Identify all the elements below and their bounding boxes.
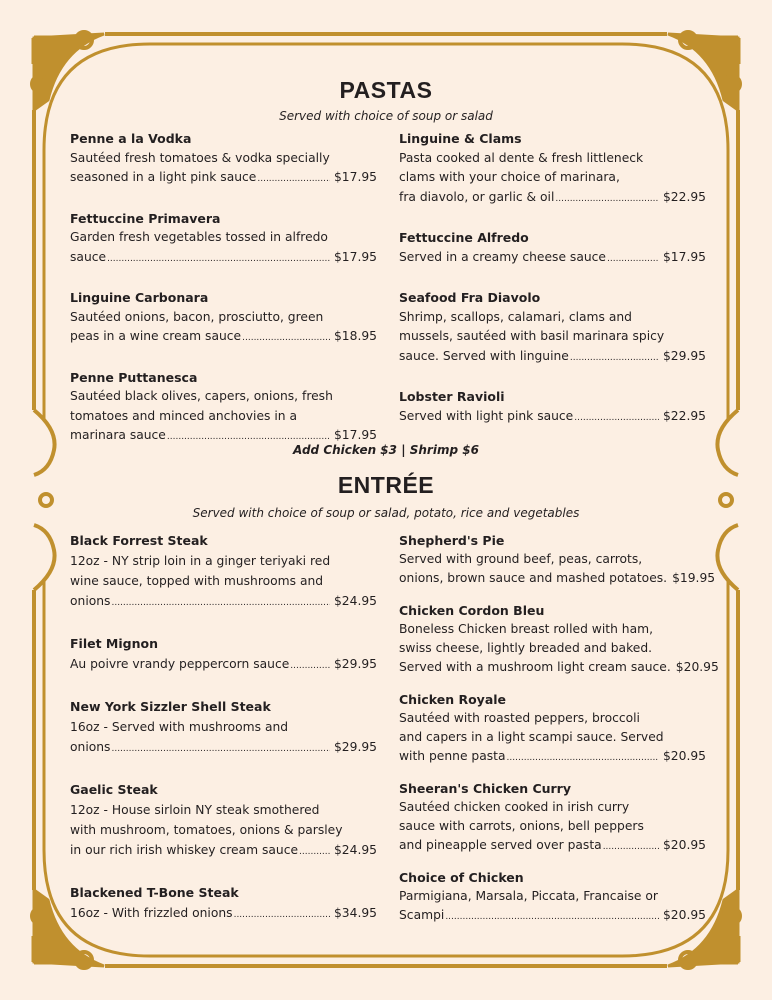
menu-item (399, 228, 706, 269)
dot-leader (507, 747, 659, 768)
item-price-line (399, 188, 706, 210)
dot-leader (299, 840, 330, 862)
menu-item (70, 780, 377, 862)
item-price: $17.95 (333, 249, 377, 264)
item-description-line: Sautéed with roasted peppers, broccoli (399, 711, 640, 725)
item-name: Chicken Cordon Bleu (399, 603, 545, 618)
dot-leader (290, 654, 330, 676)
item-name: Black Forrest Steak (70, 533, 208, 548)
entree-subtitle: Served with choice of soup or salad, potato, rice and vegetables (192, 506, 580, 520)
menu-item (399, 129, 706, 209)
item-description-line: swiss cheese, lightly breaded and baked. (399, 641, 653, 655)
item-price-line (399, 836, 706, 857)
pastas-right-column (399, 129, 706, 447)
item-price-line (399, 347, 706, 369)
menu-item (399, 868, 706, 927)
menu-item (399, 779, 706, 857)
item-description-line: Au poivre vrandy peppercorn sauce (70, 657, 290, 671)
menu-item (70, 368, 377, 448)
item-description-line: peas in a wine cream sauce (70, 329, 242, 343)
item-price: $22.95 (662, 408, 706, 423)
item-description-line: onions (70, 740, 111, 754)
item-name: Linguine & Clams (399, 131, 522, 146)
dot-leader (234, 903, 330, 925)
entree-heading: ENTRÉE (337, 472, 435, 498)
item-name: Linguine Carbonara (70, 290, 209, 305)
item-description-line: Served with light pink sauce (399, 408, 574, 423)
item-price-line (399, 906, 706, 927)
menu-item (399, 288, 706, 368)
item-name: New York Sizzler Shell Steak (70, 699, 271, 714)
item-description-line: 12oz - House sirloin NY steak smothered (70, 803, 320, 817)
menu-item (70, 883, 377, 925)
item-description-line: Served with a mushroom light cream sauce. (399, 660, 671, 674)
item-price: $20.95 (675, 660, 719, 674)
item-price-line (399, 569, 716, 590)
item-price: $17.95 (333, 170, 377, 184)
menu-item (399, 531, 716, 590)
item-name: Filet Mignon (70, 636, 158, 651)
menu-item (399, 690, 706, 768)
item-description-line: Served with ground beef, peas, carrots, (399, 552, 643, 566)
item-price: $29.95 (662, 348, 706, 363)
item-description-line: 12oz - NY strip loin in a ginger teriyaki red (70, 554, 331, 568)
item-description-line: sauce with carrots, onions, bell peppers (399, 819, 644, 833)
item-description-line: Shrimp, scallops, calamari, clams and (399, 309, 632, 324)
item-price-line (70, 327, 377, 349)
item-price-line (70, 737, 377, 759)
dot-leader (445, 906, 659, 927)
item-price-line (70, 168, 377, 190)
item-price: $19.95 (672, 571, 716, 585)
item-description-line: seasoned in a light pink sauce (70, 170, 257, 184)
item-description-line: Sautéed fresh tomatoes & vodka specially (70, 150, 330, 165)
item-name: Penne a la Vodka (70, 131, 192, 146)
entree-left-column (70, 531, 377, 946)
menu-item (399, 387, 706, 428)
item-name: Shepherd's Pie (399, 533, 505, 548)
item-price-line (70, 248, 377, 270)
menu-item (70, 209, 377, 270)
item-description-line: wine sauce, topped with mushrooms and (70, 574, 324, 588)
menu-item (70, 288, 377, 349)
item-description-line: sauce (70, 249, 107, 264)
item-description-line: Pasta cooked al dente & fresh littleneck (399, 150, 644, 165)
item-description-line: Sautéed chicken cooked in irish curry (399, 800, 630, 814)
item-description-line: and pineapple served over pasta (399, 838, 602, 852)
pastas-subtitle: Served with choice of soup or salad (279, 109, 493, 123)
dot-leader (242, 327, 330, 349)
item-name: Blackened T-Bone Steak (70, 885, 239, 900)
dot-leader (555, 188, 659, 210)
item-price: $20.95 (662, 908, 706, 922)
menu-item (70, 697, 377, 759)
item-description-line: and capers in a light scampi sauce. Served (399, 730, 664, 744)
item-price: $20.95 (662, 749, 706, 763)
item-price: $24.95 (333, 594, 377, 608)
item-description-line: fra diavolo, or garlic & oil (399, 189, 555, 204)
item-description-line: mussels, sautéed with basil marinara spicy (399, 329, 665, 343)
item-price: $29.95 (333, 657, 377, 671)
item-description-line: with mushroom, tomatoes, onions & parsley (70, 823, 343, 837)
dot-leader (111, 591, 330, 613)
item-price-line (399, 658, 719, 679)
item-description-line: Served in a creamy cheese sauce (399, 249, 606, 264)
item-name: Seafood Fra Diavolo (399, 290, 541, 305)
item-price: $20.95 (662, 838, 706, 852)
item-price-line (70, 903, 377, 925)
item-description-line: 16oz - With frizzled onions (70, 906, 233, 920)
menu-item (70, 531, 377, 613)
dot-leader (574, 407, 659, 429)
dot-leader (607, 248, 659, 270)
pastas-addons: Add Chicken $3 | Shrimp $6 (293, 443, 479, 457)
item-price: $18.95 (333, 329, 377, 343)
dot-leader (257, 168, 330, 190)
item-name: Chicken Royale (399, 692, 507, 707)
item-description-line: Sautéed black olives, capers, onions, fresh (70, 389, 333, 403)
item-price-line (399, 747, 706, 768)
item-price-line (399, 407, 706, 429)
item-price: $17.95 (662, 249, 706, 264)
item-price: $17.95 (333, 428, 377, 442)
item-description-line: Garden fresh vegetables tossed in alfredo (70, 230, 328, 244)
item-description-line: with penne pasta (399, 749, 506, 763)
item-description-line: 16oz - Served with mushrooms and (70, 720, 289, 734)
item-price-line (399, 248, 706, 270)
item-name: Gaelic Steak (70, 782, 158, 797)
item-name: Choice of Chicken (399, 870, 524, 885)
item-description-line: clams with your choice of marinara, (399, 170, 620, 184)
dot-leader (111, 737, 330, 759)
dot-leader (570, 347, 659, 369)
item-name: Penne Puttanesca (70, 369, 198, 385)
item-price: $22.95 (662, 189, 706, 204)
menu-item (399, 601, 719, 679)
item-price: $34.95 (333, 906, 377, 920)
item-price-line (70, 591, 377, 613)
item-price: $29.95 (333, 740, 377, 754)
item-description-line: marinara sauce (70, 428, 166, 442)
item-description-line: Parmigiana, Marsala, Piccata, Francaise or (399, 889, 658, 903)
item-name: Sheeran's Chicken Curry (399, 781, 571, 796)
dot-leader (107, 248, 330, 270)
item-description-line: Boneless Chicken breast rolled with ham, (399, 622, 653, 636)
menu-item (70, 634, 377, 676)
item-description-line: onions (70, 594, 111, 608)
item-price: $24.95 (333, 843, 377, 857)
entree-right-column (399, 531, 719, 938)
item-description-line: tomatoes and minced anchovies in a (70, 408, 297, 423)
item-description-line: in our rich irish whiskey cream sauce (70, 843, 299, 857)
item-price-line (70, 840, 377, 862)
menu-item (70, 129, 377, 190)
item-description-line: sauce. Served with linguine (399, 348, 569, 363)
pastas-left-column (70, 129, 377, 467)
item-name: Lobster Ravioli (399, 389, 505, 404)
item-description-line: Scampi (399, 908, 445, 922)
item-name: Fettuccine Primavera (70, 210, 221, 226)
item-description-line: onions, brown sauce and mashed potatoes. (399, 571, 668, 585)
dot-leader (603, 836, 659, 857)
item-name: Fettuccine Alfredo (399, 230, 529, 245)
item-description-line: Sautéed onions, bacon, prosciutto, green (70, 309, 324, 324)
pastas-heading: PASTAS (339, 77, 433, 103)
item-price-line (70, 654, 377, 676)
